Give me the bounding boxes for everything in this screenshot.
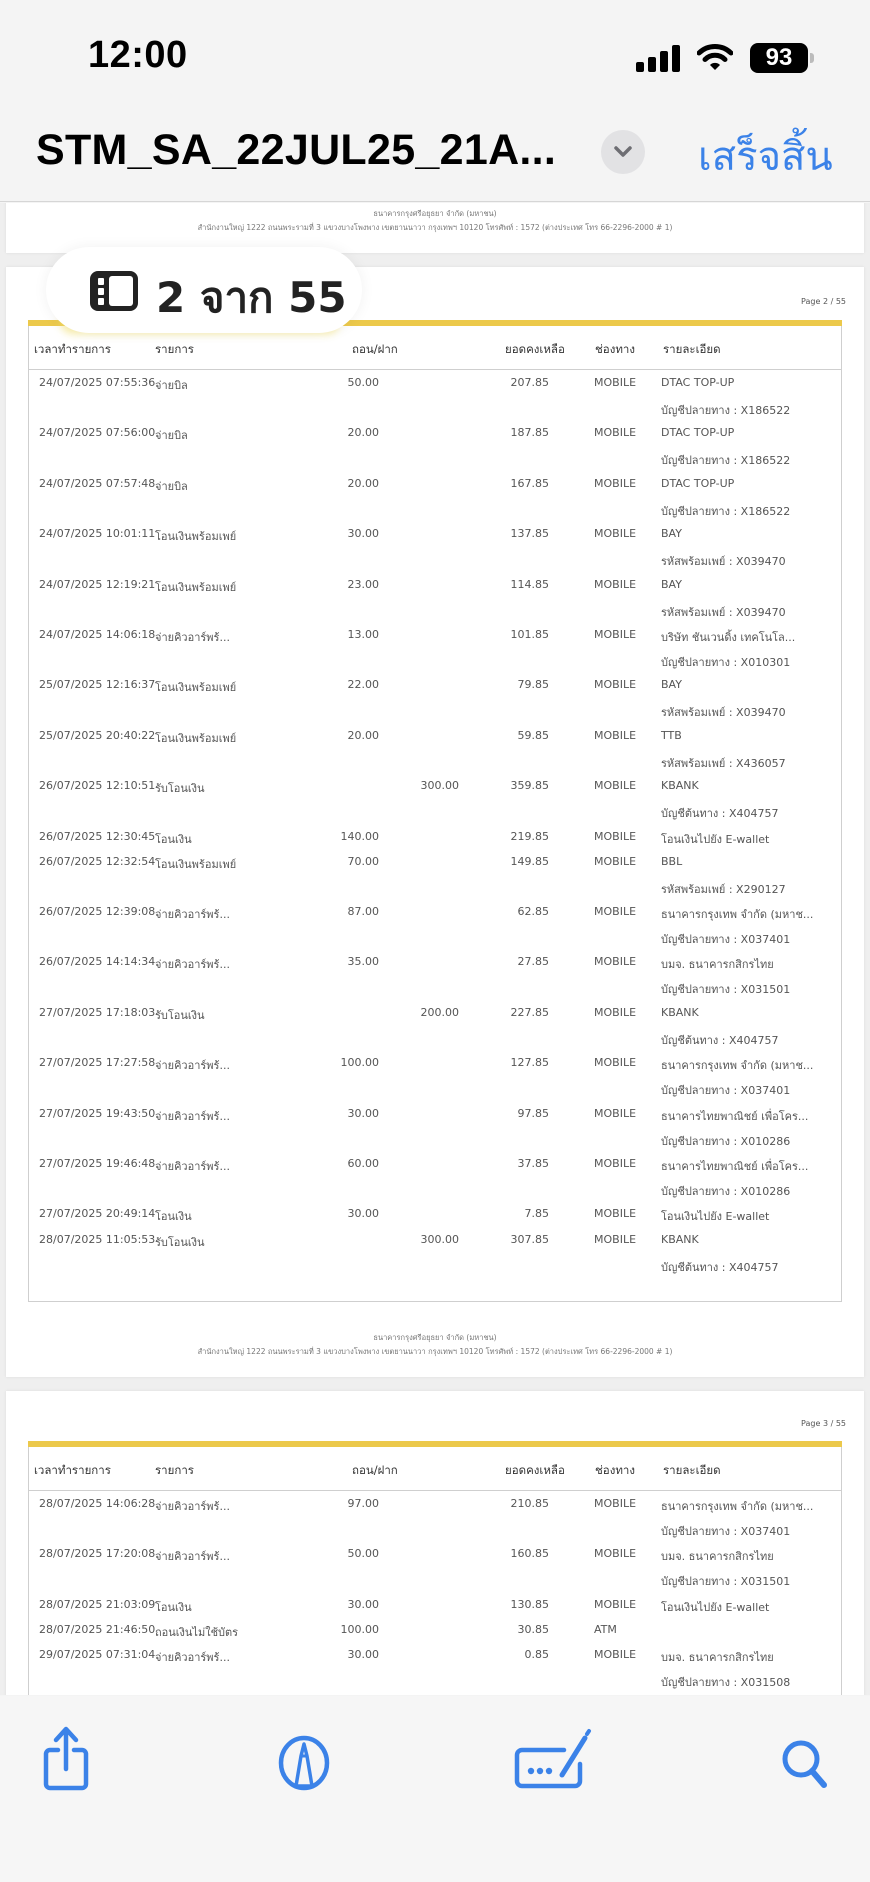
- table-row: [29, 1642, 841, 1692]
- row-channel: MOBILE: [594, 1207, 637, 1221]
- row-withdraw: 60.00: [347, 1157, 379, 1171]
- col-channel: ช่องทาง: [595, 342, 635, 356]
- bank-footer: [6, 1331, 864, 1359]
- row-balance: 7.85: [524, 1207, 549, 1221]
- search-icon: [774, 1726, 838, 1796]
- table-row: [29, 622, 841, 672]
- done-button[interactable]: เสร็จสิ้น: [698, 134, 833, 180]
- row-deposit: 300.00: [420, 1232, 459, 1246]
- row-balance: 62.85: [517, 905, 549, 919]
- row-detail: KBANK: [661, 779, 699, 793]
- row-date: 26/07/2025 12:30:45: [39, 829, 156, 843]
- row-balance: 149.85: [510, 854, 549, 868]
- row-withdraw: 23.00: [347, 577, 379, 591]
- row-withdraw: 30.00: [347, 1106, 379, 1120]
- table-row: [29, 773, 841, 823]
- row-date: 29/07/2025 07:31:04: [39, 1648, 156, 1662]
- table-body: [29, 370, 841, 1277]
- row-detail: DTAC TOP-UP: [661, 476, 735, 490]
- table-row: [29, 1000, 841, 1050]
- row-detail: DTAC TOP-UP: [661, 376, 735, 389]
- row-date: 28/07/2025 11:05:53: [39, 1232, 156, 1246]
- row-detail: โอนเงินไปยัง E-wallet: [661, 1600, 770, 1614]
- sidebar-thumbnails-icon: [90, 271, 138, 311]
- row-detail-account: บัญชีต้นทาง : X404757: [661, 807, 779, 821]
- bank-address: สำนักงานใหญ่ 1222 ถนนพระรามที่ 3 แขวงบางโพงพาง เขตยานนาวา กรุงเทพฯ 10120 โทรศัพท์ : 1572 (ต่างประเทศ โทร 66-2296-2000 # 1): [197, 223, 673, 232]
- page-number-label: Page 2 / 55: [801, 297, 846, 306]
- row-channel: MOBILE: [594, 1056, 637, 1070]
- row-detail: BAY: [661, 527, 682, 541]
- row-detail: ธนาคารกรุงเทพ จำกัด (มหาช...: [661, 1500, 814, 1513]
- row-date: 24/07/2025 12:19:21: [39, 577, 156, 591]
- col-detail: รายละเอียด: [663, 1463, 721, 1477]
- table-row: [29, 723, 841, 773]
- row-description: โอนเงิน: [155, 1210, 192, 1224]
- col-amount: ถอน/ฝาก: [352, 1463, 398, 1477]
- row-description: รับโอนเงิน: [155, 1235, 205, 1249]
- row-detail-account: รหัสพร้อมเพย์ : X039470: [661, 555, 786, 569]
- nav-bar: [0, 110, 870, 202]
- col-detail: รายละเอียด: [663, 342, 721, 356]
- row-detail: ธนาคารกรุงเทพ จำกัด (มหาช...: [661, 1059, 814, 1073]
- search-button[interactable]: [774, 1726, 838, 1796]
- row-detail: บมจ. ธนาคารกสิกรไทย: [661, 1550, 774, 1564]
- row-date: 27/07/2025 20:49:14: [39, 1207, 156, 1221]
- row-balance: 127.85: [510, 1056, 549, 1070]
- table-row: [29, 1201, 841, 1226]
- row-withdraw: 100.00: [340, 1056, 379, 1070]
- row-channel: MOBILE: [594, 376, 637, 389]
- row-date: 27/07/2025 17:18:03: [39, 1005, 156, 1019]
- row-date: 28/07/2025 21:03:09: [39, 1597, 156, 1611]
- row-detail: ธนาคารกรุงเทพ จำกัด (มหาช...: [661, 908, 814, 922]
- row-balance: 0.85: [524, 1648, 549, 1662]
- row-channel: MOBILE: [594, 577, 637, 591]
- bank-footer: [6, 207, 864, 235]
- table-body: [29, 1491, 841, 1693]
- row-detail-account: รหัสพร้อมเพย์ : X290127: [661, 882, 786, 896]
- share-button[interactable]: [36, 1726, 100, 1796]
- markup-button[interactable]: [272, 1726, 336, 1796]
- row-date: 26/07/2025 14:14:34: [39, 955, 156, 969]
- row-description: โอนเงินพร้อมเพย์: [155, 681, 237, 695]
- row-detail-account: บัญชีปลายทาง : X031508: [661, 1676, 791, 1690]
- row-date: 26/07/2025 12:10:51: [39, 779, 156, 793]
- page-indicator[interactable]: [46, 247, 362, 333]
- table-header: [29, 1447, 841, 1491]
- col-desc: รายการ: [155, 342, 194, 356]
- col-balance: ยอดคงเหลือ: [505, 342, 565, 356]
- row-channel: MOBILE: [594, 1597, 637, 1611]
- row-description: โอนเงินพร้อมเพย์: [155, 530, 237, 544]
- row-detail-account: บัญชีปลายทาง : X010286: [661, 1185, 791, 1199]
- row-balance: 97.85: [517, 1106, 549, 1120]
- row-channel: MOBILE: [594, 955, 637, 969]
- row-detail: ธนาคารไทยพาณิชย์ เพื่อโคร...: [661, 1160, 809, 1174]
- col-channel: ช่องทาง: [595, 1463, 635, 1477]
- row-balance: 101.85: [510, 627, 549, 641]
- cellular-signal-icon: [636, 44, 680, 72]
- row-detail: KBANK: [661, 1232, 699, 1246]
- table-row: [29, 1101, 841, 1151]
- row-date: 24/07/2025 10:01:11: [39, 527, 156, 541]
- row-withdraw: 87.00: [347, 905, 379, 919]
- row-channel: MOBILE: [594, 829, 637, 843]
- row-channel: MOBILE: [594, 779, 637, 793]
- row-detail-account: บัญชีปลายทาง : X186522: [661, 454, 791, 468]
- row-withdraw: 20.00: [347, 426, 379, 440]
- row-channel: MOBILE: [594, 1005, 637, 1019]
- battery-indicator: 93: [750, 43, 808, 73]
- table-row: [29, 1050, 841, 1100]
- row-withdraw: 20.00: [347, 728, 379, 742]
- row-description: โอนเงิน: [155, 1600, 192, 1614]
- row-detail-account: บัญชีปลายทาง : X037401: [661, 1525, 791, 1538]
- row-detail-account: บัญชีปลายทาง : X010286: [661, 1134, 791, 1148]
- row-description: จ่ายคิวอาร์พร้...: [155, 1500, 230, 1513]
- row-withdraw: 20.00: [347, 476, 379, 490]
- row-balance: 210.85: [510, 1497, 549, 1510]
- row-detail-account: บัญชีปลายทาง : X031501: [661, 983, 791, 997]
- row-date: 28/07/2025 14:06:28: [39, 1497, 156, 1510]
- table-row: [29, 849, 841, 899]
- status-time: 12:00: [88, 34, 188, 76]
- row-balance: 30.85: [517, 1622, 549, 1636]
- row-channel: MOBILE: [594, 1648, 637, 1662]
- row-detail-account: บัญชีปลายทาง : X010301: [661, 655, 791, 669]
- row-withdraw: 50.00: [347, 376, 379, 389]
- row-balance: 160.85: [510, 1547, 549, 1561]
- row-description: โอนเงิน: [155, 832, 192, 846]
- row-withdraw: 50.00: [347, 1547, 379, 1561]
- row-description: ถอนเงินไม่ใช้บัตร: [155, 1625, 239, 1639]
- row-balance: 130.85: [510, 1597, 549, 1611]
- fill-and-sign-button[interactable]: [512, 1726, 596, 1796]
- row-channel: ATM: [594, 1622, 617, 1636]
- row-description: รับโอนเงิน: [155, 782, 205, 796]
- row-detail: ธนาคารไทยพาณิชย์ เพื่อโคร...: [661, 1109, 809, 1123]
- row-detail: โอนเงินไปยัง E-wallet: [661, 1210, 770, 1224]
- row-description: โอนเงินพร้อมเพย์: [155, 857, 237, 871]
- row-deposit: 300.00: [420, 779, 459, 793]
- row-date: 24/07/2025 07:56:00: [39, 426, 156, 440]
- row-channel: MOBILE: [594, 678, 637, 692]
- row-date: 28/07/2025 17:20:08: [39, 1547, 156, 1561]
- row-channel: MOBILE: [594, 1157, 637, 1171]
- row-detail-account: รหัสพร้อมเพย์ : X039470: [661, 605, 786, 619]
- row-description: รับโอนเงิน: [155, 1008, 205, 1022]
- row-date: 24/07/2025 07:57:48: [39, 476, 156, 490]
- title-menu-button[interactable]: [601, 130, 645, 174]
- fill-sign-icon: [512, 1726, 596, 1796]
- row-withdraw: 100.00: [340, 1622, 379, 1636]
- row-date: 24/07/2025 07:55:36: [39, 376, 156, 389]
- row-balance: 59.85: [517, 728, 549, 742]
- row-channel: MOBILE: [594, 728, 637, 742]
- row-description: จ่ายคิวอาร์พร้...: [155, 1059, 230, 1073]
- table-row: [29, 949, 841, 999]
- share-icon: [36, 1726, 100, 1796]
- row-balance: 37.85: [517, 1157, 549, 1171]
- row-withdraw: 70.00: [347, 854, 379, 868]
- chevron-down-icon: [601, 130, 645, 174]
- row-detail: KBANK: [661, 1005, 699, 1019]
- wifi-icon: [697, 42, 733, 72]
- row-detail: DTAC TOP-UP: [661, 426, 735, 440]
- transactions-table: [28, 326, 842, 1302]
- row-withdraw: 30.00: [347, 527, 379, 541]
- row-balance: 187.85: [510, 426, 549, 440]
- row-balance: 79.85: [517, 678, 549, 692]
- row-withdraw: 30.00: [347, 1648, 379, 1662]
- row-detail-account: บัญชีปลายทาง : X037401: [661, 1084, 791, 1098]
- pdf-page-1-tail: [6, 203, 864, 253]
- document-title[interactable]: STM_SA_22JUL25_21A...: [36, 126, 557, 174]
- page-number-label: Page 3 / 55: [801, 1419, 846, 1428]
- row-date: 26/07/2025 12:32:54: [39, 854, 156, 868]
- row-detail-account: บัญชีปลายทาง : X037401: [661, 933, 791, 947]
- row-detail: TTB: [661, 728, 682, 742]
- row-detail: โอนเงินไปยัง E-wallet: [661, 832, 770, 846]
- transactions-table: [28, 1447, 842, 1695]
- row-date: 25/07/2025 20:40:22: [39, 728, 156, 742]
- row-description: จ่ายคิวอาร์พร้...: [155, 908, 230, 922]
- row-withdraw: 22.00: [347, 678, 379, 692]
- bank-name: ธนาคารกรุงศรีอยุธยา จำกัด (มหาชน): [373, 1333, 497, 1342]
- row-withdraw: 140.00: [340, 829, 379, 843]
- row-balance: 219.85: [510, 829, 549, 843]
- row-balance: 137.85: [510, 527, 549, 541]
- row-detail-account: บัญชีปลายทาง : X186522: [661, 504, 791, 518]
- bank-address: สำนักงานใหญ่ 1222 ถนนพระรามที่ 3 แขวงบางโพงพาง เขตยานนาวา กรุงเทพฯ 10120 โทรศัพท์ : 1572 (ต่างประเทศ โทร 66-2296-2000 # 1): [197, 1347, 673, 1356]
- col-desc: รายการ: [155, 1463, 194, 1477]
- row-description: จ่ายบิล: [155, 379, 188, 392]
- row-description: โอนเงินพร้อมเพย์: [155, 580, 237, 594]
- pdf-page-3: [6, 1391, 864, 1695]
- row-date: 27/07/2025 19:46:48: [39, 1157, 156, 1171]
- status-bar: [0, 0, 870, 110]
- battery-nub: [810, 53, 814, 63]
- row-balance: 227.85: [510, 1005, 549, 1019]
- table-row: [29, 1541, 841, 1591]
- row-detail: BAY: [661, 678, 682, 692]
- row-balance: 207.85: [510, 376, 549, 389]
- table-row: [29, 899, 841, 949]
- row-description: จ่ายคิวอาร์พร้...: [155, 630, 230, 644]
- table-row: [29, 471, 841, 521]
- row-balance: 307.85: [510, 1232, 549, 1246]
- table-row: [29, 521, 841, 571]
- row-description: จ่ายบิล: [155, 429, 188, 443]
- row-channel: MOBILE: [594, 1106, 637, 1120]
- table-row: [29, 420, 841, 470]
- pdf-viewport[interactable]: [0, 203, 870, 1695]
- row-channel: MOBILE: [594, 854, 637, 868]
- row-detail: บริษัท ชันเวนดิ้ง เทคโนโล...: [661, 630, 796, 644]
- row-date: 24/07/2025 14:06:18: [39, 627, 156, 641]
- row-date: 26/07/2025 12:39:08: [39, 905, 156, 919]
- markup-icon: [272, 1726, 336, 1796]
- col-date: เวลาทำรายการ: [34, 342, 111, 356]
- row-description: โอนเงินพร้อมเพย์: [155, 731, 237, 745]
- row-date: 27/07/2025 19:43:50: [39, 1106, 156, 1120]
- row-detail-account: บัญชีต้นทาง : X404757: [661, 1033, 779, 1047]
- row-channel: MOBILE: [594, 476, 637, 490]
- pdf-page-2: [6, 267, 864, 1377]
- table-row: [29, 572, 841, 622]
- row-date: 28/07/2025 21:46:50: [39, 1622, 156, 1636]
- col-balance: ยอดคงเหลือ: [505, 1463, 565, 1477]
- table-row: [29, 1227, 841, 1277]
- page-indicator-text: 2 จาก 55: [156, 273, 347, 322]
- row-channel: MOBILE: [594, 1547, 637, 1561]
- row-detail-account: รหัสพร้อมเพย์ : X436057: [661, 756, 786, 770]
- bank-name: ธนาคารกรุงศรีอยุธยา จำกัด (มหาชน): [373, 209, 497, 218]
- row-description: จ่ายคิวอาร์พร้...: [155, 1651, 230, 1665]
- row-detail-account: รหัสพร้อมเพย์ : X039470: [661, 706, 786, 720]
- table-row: [29, 1617, 841, 1642]
- row-channel: MOBILE: [594, 1497, 637, 1510]
- row-channel: MOBILE: [594, 627, 637, 641]
- row-detail-account: บัญชีปลายทาง : X031501: [661, 1575, 791, 1589]
- row-channel: MOBILE: [594, 905, 637, 919]
- row-balance: 27.85: [517, 955, 549, 969]
- row-channel: MOBILE: [594, 426, 637, 440]
- row-detail: BAY: [661, 577, 682, 591]
- row-detail-account: บัญชีปลายทาง : X186522: [661, 404, 791, 417]
- bottom-toolbar: [0, 1696, 870, 1882]
- row-description: จ่ายคิวอาร์พร้...: [155, 1550, 230, 1564]
- table-row: [29, 1491, 841, 1541]
- row-balance: 114.85: [510, 577, 549, 591]
- table-row: [29, 370, 841, 420]
- row-balance: 167.85: [510, 476, 549, 490]
- table-row: [29, 672, 841, 722]
- table-row: [29, 824, 841, 849]
- row-withdraw: 30.00: [347, 1597, 379, 1611]
- row-description: จ่ายคิวอาร์พร้...: [155, 1109, 230, 1123]
- row-description: จ่ายคิวอาร์พร้...: [155, 958, 230, 972]
- row-date: 25/07/2025 12:16:37: [39, 678, 156, 692]
- row-channel: MOBILE: [594, 1232, 637, 1246]
- row-channel: MOBILE: [594, 527, 637, 541]
- row-withdraw: 35.00: [347, 955, 379, 969]
- table-row: [29, 1151, 841, 1201]
- row-deposit: 200.00: [420, 1005, 459, 1019]
- row-detail: บมจ. ธนาคารกสิกรไทย: [661, 1651, 774, 1665]
- row-description: จ่ายบิล: [155, 479, 188, 493]
- row-description: จ่ายคิวอาร์พร้...: [155, 1160, 230, 1174]
- row-withdraw: 30.00: [347, 1207, 379, 1221]
- row-balance: 359.85: [510, 779, 549, 793]
- row-date: 27/07/2025 17:27:58: [39, 1056, 156, 1070]
- row-detail: BBL: [661, 854, 683, 868]
- table-row: [29, 1592, 841, 1617]
- col-date: เวลาทำรายการ: [34, 1463, 111, 1477]
- col-amount: ถอน/ฝาก: [352, 342, 398, 356]
- row-detail: บมจ. ธนาคารกสิกรไทย: [661, 958, 774, 972]
- row-withdraw: 13.00: [347, 627, 379, 641]
- row-withdraw: 97.00: [347, 1497, 379, 1510]
- row-detail-account: บัญชีต้นทาง : X404757: [661, 1260, 779, 1274]
